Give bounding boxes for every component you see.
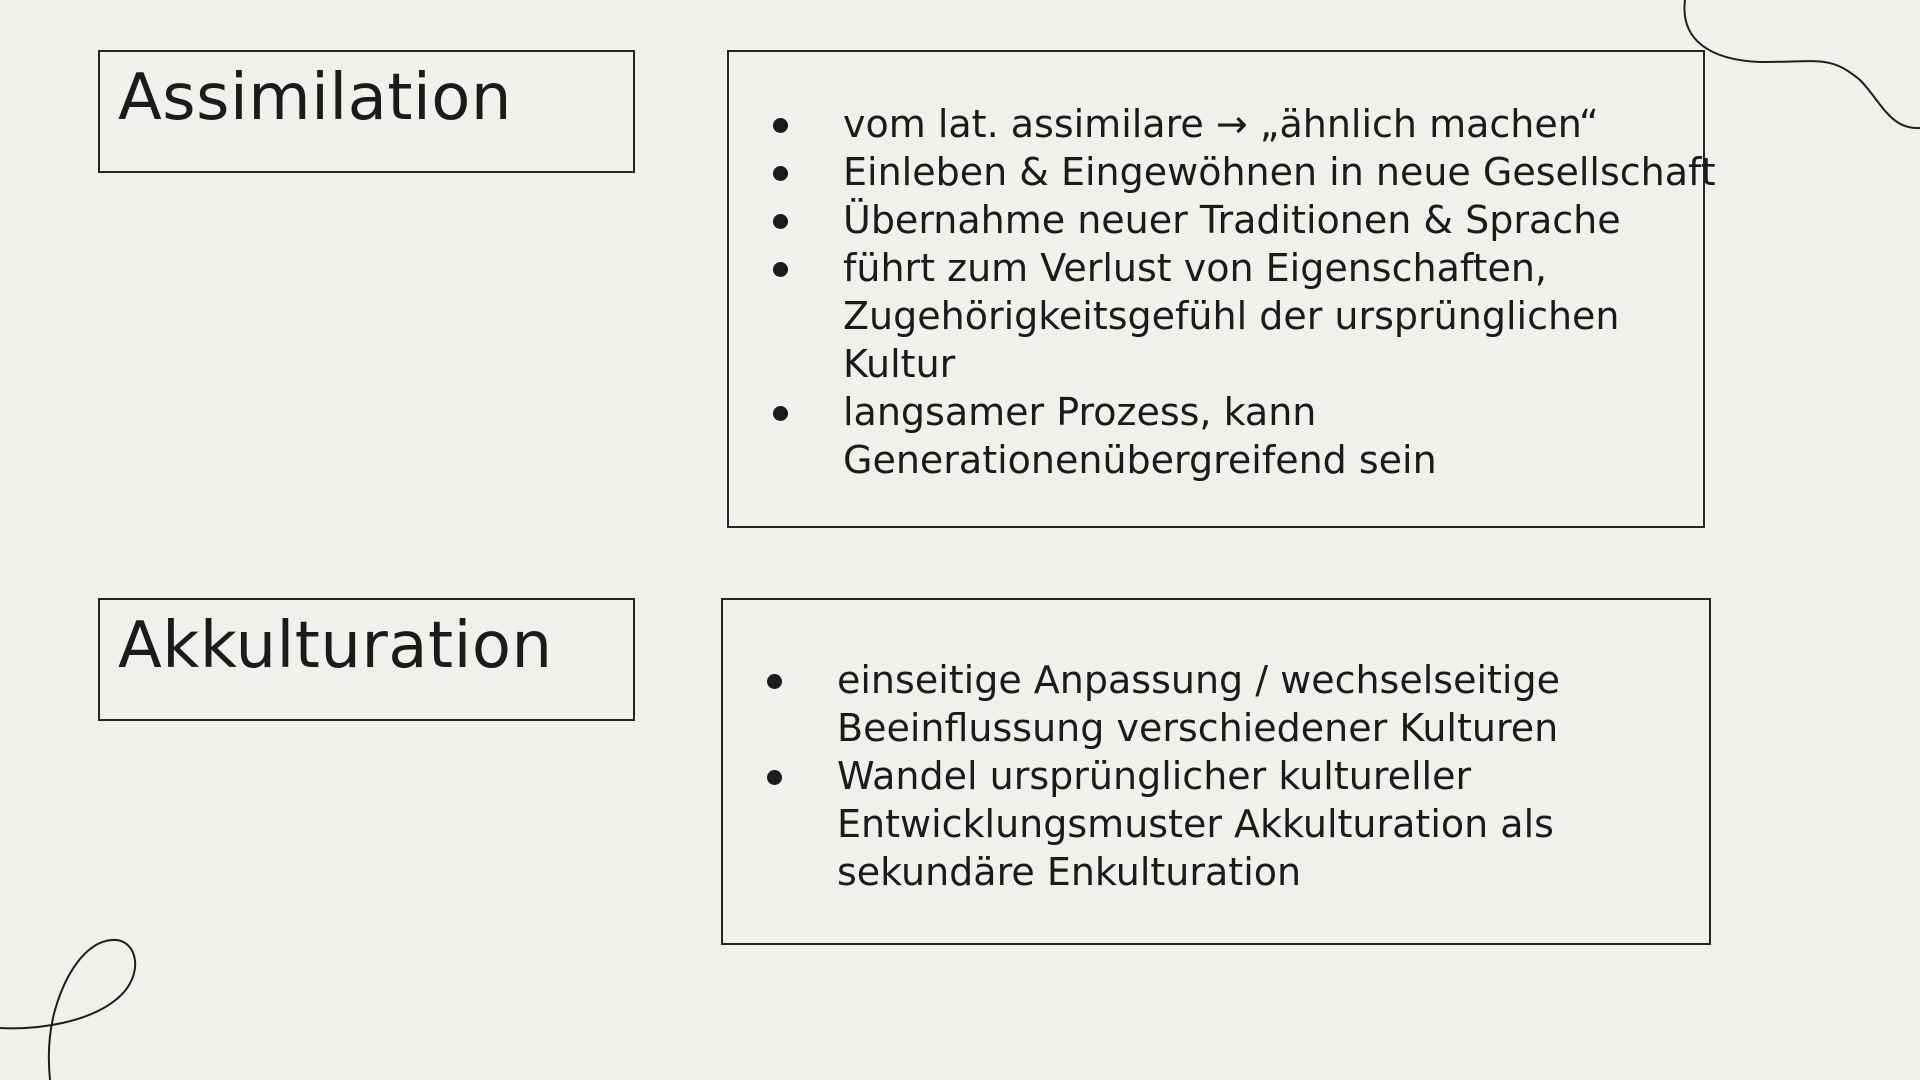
definition-box-akkulturation — [721, 598, 1711, 945]
list-item-line: Wandel ursprünglicher kultureller — [837, 754, 1472, 798]
list-item-line: führt zum Verlust von Eigenschaften, — [843, 246, 1548, 290]
term-title: Assimilation — [118, 61, 512, 135]
bullet-icon — [773, 118, 788, 133]
bullet-icon — [767, 674, 782, 689]
term-box-assimilation — [98, 50, 635, 173]
definition-list — [723, 656, 1560, 896]
list-item-line: Beeinflussung verschiedener Kulturen — [837, 706, 1559, 750]
list-item-line: Zugehörigkeitsgefühl der ursprünglichen — [843, 294, 1620, 338]
term-title: Akkulturation — [118, 609, 553, 683]
definition-box-assimilation — [727, 50, 1716, 528]
bottom-left-squiggle-icon — [0, 940, 135, 1080]
term-box-akkulturation — [98, 598, 635, 721]
list-item — [729, 196, 1716, 244]
bullet-icon — [773, 262, 788, 277]
top-right-squiggle-icon — [1684, 0, 1920, 128]
list-item-line: Einleben & Eingewöhnen in neue Gesellschaft — [843, 150, 1716, 194]
list-item-line: Entwicklungsmuster Akkulturation als — [837, 802, 1554, 846]
bullet-icon — [773, 166, 788, 181]
list-item — [729, 100, 1716, 148]
list-item-line: vom lat. assimilare → „ähnlich machen“ — [843, 102, 1599, 146]
list-item — [729, 388, 1716, 484]
list-item-line: einseitige Anpassung / wechselseitige — [837, 658, 1560, 702]
list-item — [729, 148, 1716, 196]
list-item-line: langsamer Prozess, kann — [843, 390, 1317, 434]
definition-list — [729, 100, 1716, 484]
bullet-icon — [773, 406, 788, 421]
list-item-line: sekundäre Enkulturation — [837, 850, 1302, 894]
bullet-icon — [773, 214, 788, 229]
bullet-icon — [767, 770, 782, 785]
list-item — [729, 244, 1716, 388]
list-item-line: Generationenübergreifend sein — [843, 438, 1437, 482]
list-item — [723, 656, 1560, 752]
list-item-line: Kultur — [843, 342, 956, 386]
list-item — [723, 752, 1560, 896]
list-item-line: Übernahme neuer Traditionen & Sprache — [843, 198, 1621, 242]
